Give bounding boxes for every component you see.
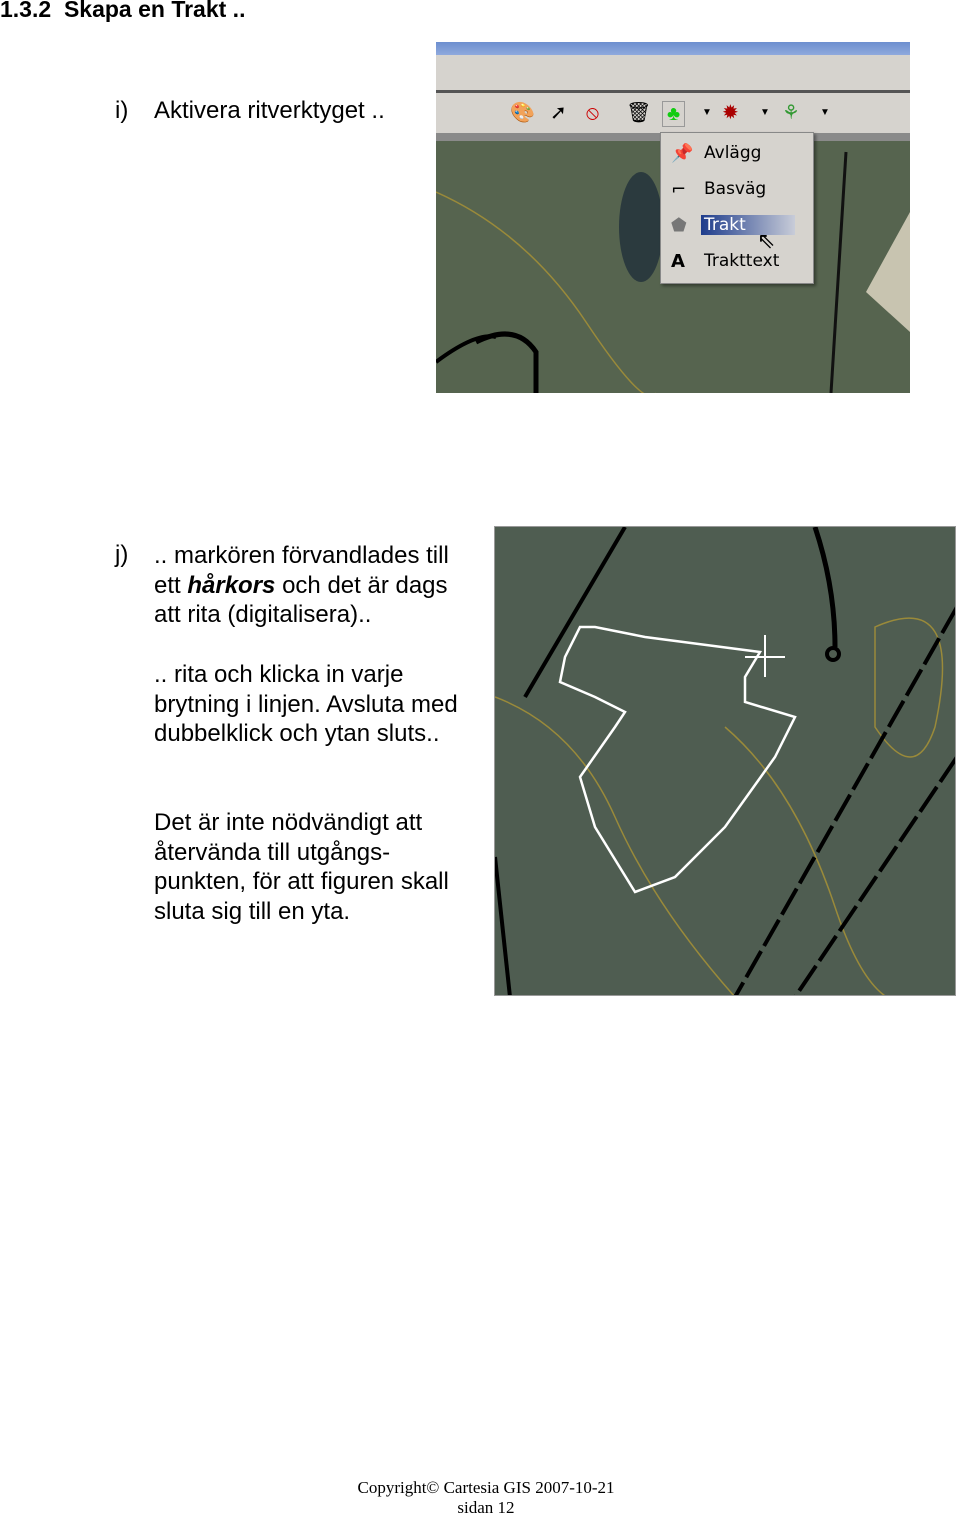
tree-icon[interactable]: ♣ xyxy=(662,101,685,127)
step-j-paragraph-1: .. markören förvandlades till ett hårkors och det är dags att rita (digitalisera).. xyxy=(154,542,449,629)
menu-item-avlagg[interactable]: 📌 Avlägg xyxy=(671,143,762,164)
step-j-paragraph-2: .. rita och klicka in varje brytning i linjen. Avsluta med dubbelklick och ytan sluts.. xyxy=(154,661,458,748)
red-flower-icon[interactable]: ✹ xyxy=(722,102,739,124)
screenshot-digitizing-map xyxy=(494,526,956,996)
step-i-label: i) xyxy=(115,97,129,124)
purple-flower-icon[interactable]: ⚘ xyxy=(782,102,800,124)
section-heading: 1.3.2 Skapa en Trakt .. xyxy=(0,0,246,22)
screenshot-toolbar-menu xyxy=(436,42,910,393)
draw-tool-dropdown xyxy=(660,132,814,284)
dropdown-arrow-icon[interactable]: ▼ xyxy=(760,107,770,118)
step-i-text: Aktivera ritverktyget .. xyxy=(154,97,385,124)
footer-page-number: sidan 12 xyxy=(457,1498,515,1515)
aerial-map-with-polygon xyxy=(495,527,956,996)
select-arrow-icon[interactable]: ➚ xyxy=(550,102,567,124)
footer-copyright: Copyright© Cartesia GIS 2007-10-21 xyxy=(357,1478,615,1497)
step-j-paragraph-3: Det är inte nödvändigt att återvända till utgångs-punkten, för att figuren skall sluta sig till en yta. xyxy=(154,809,449,926)
menu-item-trakt[interactable]: ⬟ Trakt xyxy=(661,209,813,243)
window-titlebar xyxy=(436,42,910,55)
trash-icon[interactable]: 🗑 xyxy=(626,102,652,124)
pushpin-icon: 📌 xyxy=(671,143,694,164)
polygon-icon: ⬟ xyxy=(671,215,687,236)
mouse-cursor-icon: ⇖ xyxy=(757,229,776,254)
text-a-icon: A xyxy=(671,251,685,272)
menu-bar xyxy=(436,55,910,93)
menu-item-basvag[interactable]: ⌐ Basväg xyxy=(671,179,767,200)
palette-icon[interactable]: 🎨 xyxy=(510,102,535,124)
step-j-label: j) xyxy=(115,541,129,568)
dropdown-arrow-icon[interactable]: ▼ xyxy=(702,107,712,118)
menu-item-trakttext[interactable]: A Trakttext xyxy=(671,251,780,272)
no-entry-icon[interactable]: ⦸ xyxy=(586,102,600,124)
line-shape-icon: ⌐ xyxy=(671,179,687,200)
dropdown-arrow-icon[interactable]: ▼ xyxy=(820,107,830,118)
